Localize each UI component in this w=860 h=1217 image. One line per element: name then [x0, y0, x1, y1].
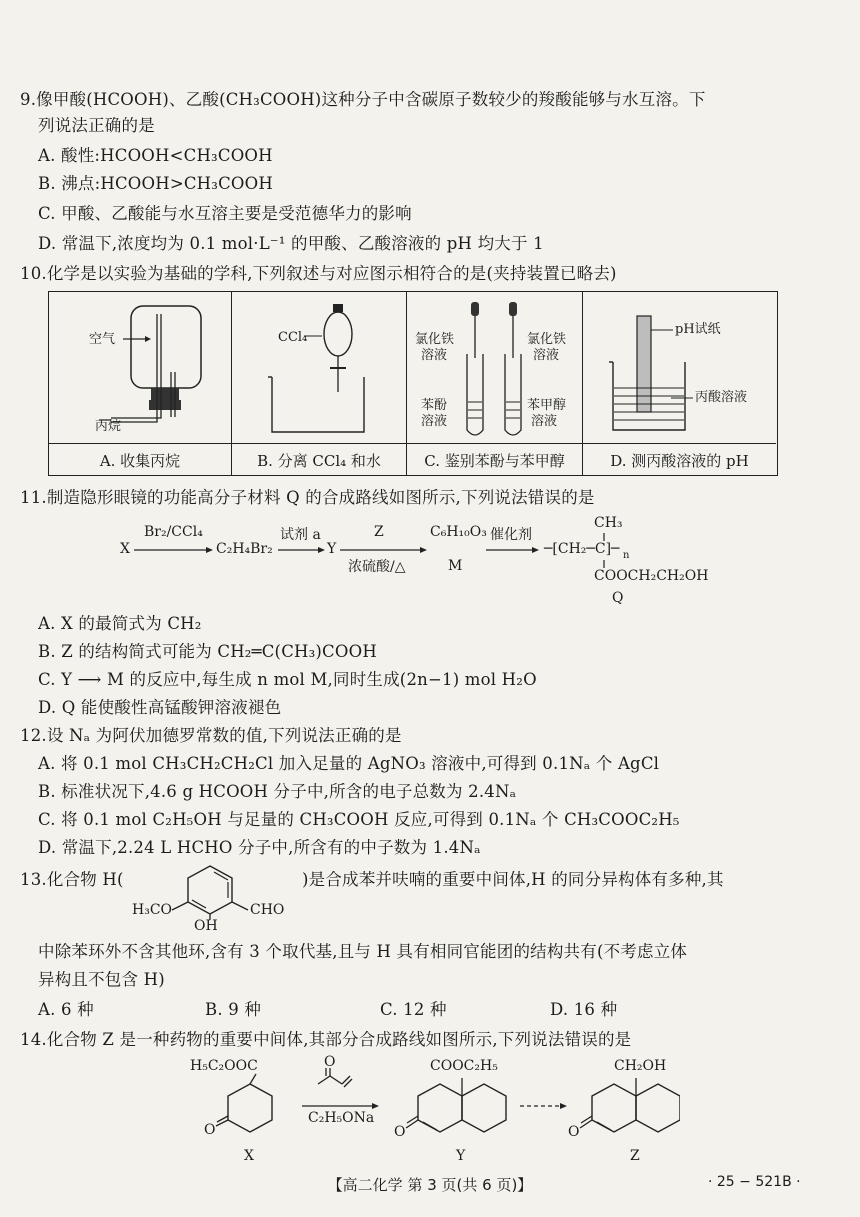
q13-option-c: C. 12 种 [380, 1000, 447, 1019]
y-carbonyl-o: O [394, 1124, 406, 1140]
route-q-backbone: ─[CH₂─C]─ [544, 541, 620, 557]
route-c2h4br2: C₂H₄Br₂ [216, 541, 273, 557]
reagent-carbonyl-o: O [324, 1054, 336, 1070]
q11-option-a: A. X 的最简式为 CH₂ [38, 614, 202, 633]
route-z: Z [374, 524, 384, 540]
phenol-label-2: 溶液 [421, 414, 448, 429]
q12-stem: 12.设 Nₐ 为阿伏加德罗常数的值,下列说法正确的是 [20, 726, 402, 745]
benzyl-alcohol-label-1: 苯甲醇 [527, 398, 567, 413]
q13-stem-line3: 异构且不包含 H) [38, 970, 165, 989]
route-reagent-a: 试剂 a [280, 527, 321, 543]
compound-z-label: Z [630, 1148, 640, 1164]
q13-stem-post: )是合成苯并呋喃的重要中间体,H 的同分异构体有多种,其 [302, 870, 724, 889]
q10-caption-c: C. 鉴别苯酚与苯甲醇 [407, 443, 583, 476]
q9-stem-line1: 9.像甲酸(HCOOH)、乙酸(CH₃COOH)这种分子中含碳原子数较少的羧酸能够与水互溶。下 [20, 90, 706, 109]
air-label: 空气 [89, 332, 116, 347]
q10-cell-b [232, 292, 407, 443]
q10-caption-b: B. 分离 CCl₄ 和水 [232, 443, 407, 476]
page-footer: 【高二化学 第 3 页(共 6 页)】 [327, 1176, 533, 1194]
q11-option-b: B. Z 的结构简式可能为 CH₂═C(CH₃)COOH [38, 642, 377, 661]
q13-option-d: D. 16 种 [550, 1000, 618, 1019]
q12-option-b: B. 标准状况下,4.6 g HCOOH 分子中,所含的电子总数为 2.4Nₐ [38, 782, 517, 801]
route-x: X [120, 541, 130, 557]
q10-cell-a [49, 292, 232, 443]
q10-stem: 10.化学是以实验为基础的学科,下列叙述与对应图示相符合的是(夹持装置已略去) [20, 264, 617, 283]
q13-option-a: A. 6 种 [38, 1000, 94, 1019]
route-q-ester: COOCH₂CH₂OH [594, 568, 709, 584]
separatory-funnel-diagram [232, 292, 407, 443]
q12-option-c: C. 将 0.1 mol C₂H₅OH 与足量的 CH₃COOH 反应,可得到 0.1Nₐ 个 CH₃COOC₂H₅ [38, 810, 680, 829]
q9-option-c: C. 甲酸、乙酸能与水互溶主要是受范德华力的影响 [38, 204, 412, 223]
ph-paper-label: pH试纸 [675, 322, 721, 337]
q13-option-b: B. 9 种 [205, 1000, 262, 1019]
q13-stem-line2: 中除苯环外不含其他环,含有 3 个取代基,且与 H 具有相同官能团的结构共有(不考虑立体 [38, 942, 688, 961]
benzyl-alcohol-label-2: 溶液 [531, 414, 558, 429]
q9-option-a: A. 酸性:HCOOH<CH₃COOH [38, 146, 273, 165]
q10-cell-d [583, 292, 776, 443]
phenol-label-1: 苯酚 [421, 398, 448, 413]
route-conditions: 浓硫酸/△ [348, 559, 406, 575]
route-q-ch3: CH₃ [594, 515, 623, 531]
x-carbonyl-o: O [204, 1122, 216, 1138]
q11-synthesis-route [118, 510, 718, 610]
q9-option-d: D. 常温下,浓度均为 0.1 mol·L⁻¹ 的甲酸、乙酸溶液的 pH 均大于 1 [38, 234, 544, 253]
fecl3-left-label-1: 氯化铁 [415, 332, 455, 347]
route-reagent-br2: Br₂/CCl₄ [144, 524, 203, 540]
route-m-formula: C₆H₁₀O₃ [430, 524, 487, 540]
q10-cell-c [407, 292, 583, 443]
fecl3-right-label-2: 溶液 [533, 348, 560, 363]
reagent-base: C₂H₅ONa [308, 1110, 375, 1126]
q13-compound-h-structure [124, 858, 302, 938]
q9-option-b: B. 沸点:HCOOH>CH₃COOH [38, 174, 273, 193]
q9-stem-line2: 列说法正确的是 [38, 116, 155, 135]
propane-label: 丙烷 [95, 419, 122, 434]
route-q-n: n [623, 550, 630, 561]
y-ester-group: COOC₂H₅ [430, 1058, 498, 1074]
h3co-group: H₃CO [132, 902, 173, 918]
q12-option-d: D. 常温下,2.24 L HCHO 分子中,所含有的中子数为 1.4Nₐ [38, 838, 481, 857]
q11-option-d: D. Q 能使酸性高锰酸钾溶液褪色 [38, 698, 282, 717]
cho-group: CHO [250, 902, 285, 918]
q14-synthesis-scheme [180, 1056, 680, 1166]
q10-apparatus-table [48, 291, 778, 476]
q10-caption-a: A. 收集丙烷 [49, 443, 232, 476]
q11-option-c: C. Y ⟶ M 的反应中,每生成 n mol M,同时生成(2n−1) mol H₂O [38, 670, 537, 689]
x-ester-group: H₅C₂OOC [190, 1058, 258, 1074]
compound-y-label: Y [456, 1148, 466, 1164]
route-catalyst: 催化剂 [490, 527, 532, 543]
fecl3-right-label-1: 氯化铁 [527, 332, 567, 347]
compound-x-label: X [244, 1148, 254, 1164]
oh-group: OH [194, 918, 218, 934]
z-carbonyl-o: O [568, 1124, 580, 1140]
q10-caption-d: D. 测丙酸溶液的 pH [583, 443, 776, 476]
q11-stem: 11.制造隐形眼镜的功能高分子材料 Q 的合成路线如图所示,下列说法错误的是 [20, 488, 595, 507]
route-m: M [448, 558, 463, 574]
route-q-label: Q [612, 590, 624, 606]
propionic-acid-label: 丙酸溶液 [695, 390, 748, 405]
route-y: Y [327, 541, 337, 557]
ph-paper-beaker-diagram [583, 292, 776, 443]
q13-stem-pre: 13.化合物 H( [20, 870, 124, 889]
q14-stem: 14.化合物 Z 是一种药物的重要中间体,其部分合成路线如图所示,下列说法错误的是 [20, 1030, 632, 1049]
exam-code: · 25 − 521B · [708, 1174, 801, 1190]
z-hydroxymethyl-group: CH₂OH [614, 1058, 667, 1074]
fecl3-left-label-2: 溶液 [421, 348, 448, 363]
ccl4-label: CCl₄ [278, 330, 308, 345]
q12-option-a: A. 将 0.1 mol CH₃CH₂CH₂Cl 加入足量的 AgNO₃ 溶液中,可得到 0.1Nₐ 个 AgCl [38, 754, 660, 773]
gas-collection-bottle-diagram [49, 292, 232, 443]
